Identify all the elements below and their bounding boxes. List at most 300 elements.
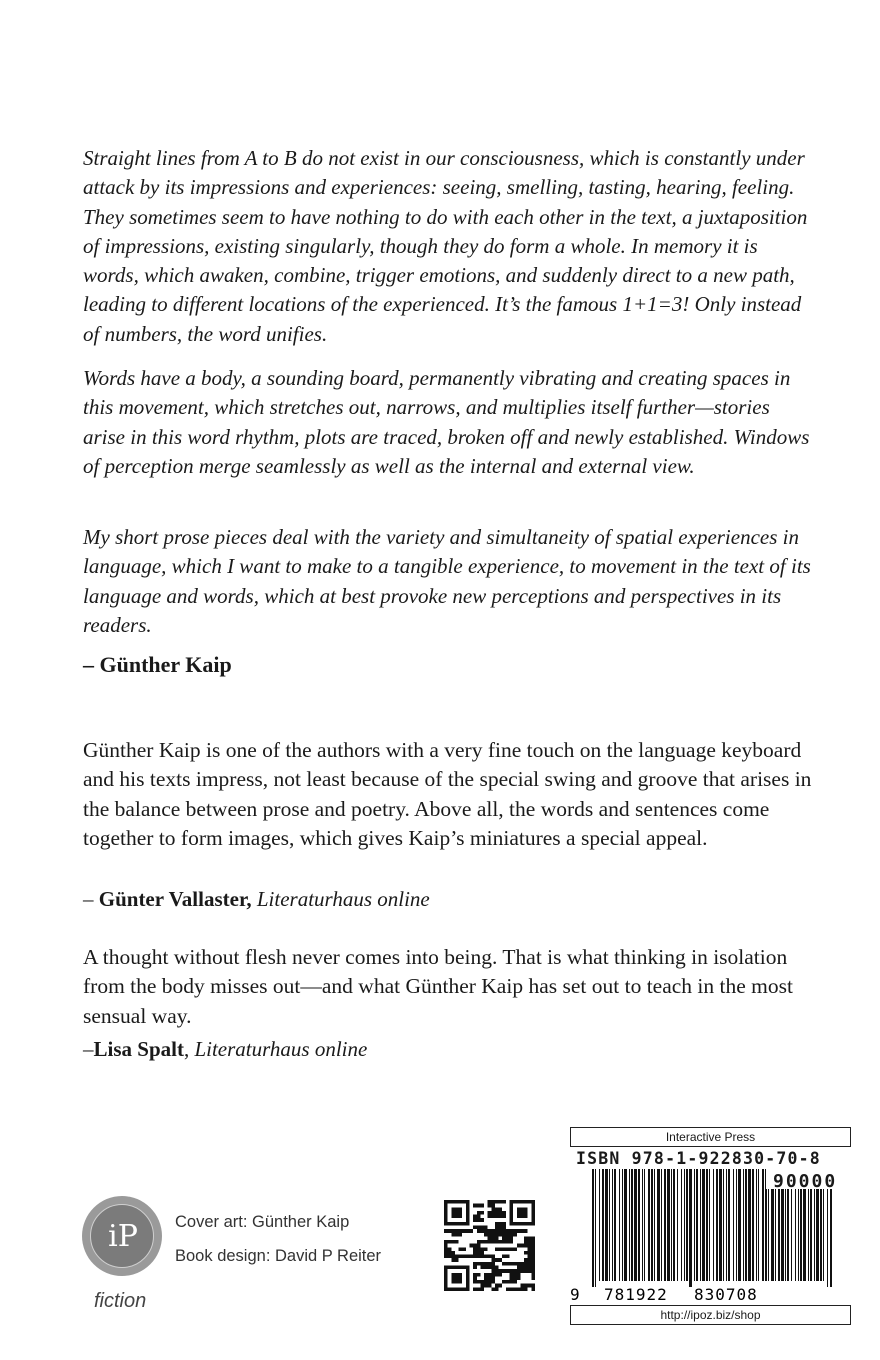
shop-url: http://ipoz.biz/shop [570, 1305, 851, 1325]
qr-module [466, 1280, 470, 1284]
review-2-source: Literaturhaus online [194, 1037, 368, 1061]
qr-module [510, 1236, 514, 1240]
qr-module [444, 1229, 448, 1233]
barcode-bar [752, 1169, 754, 1281]
qr-module [488, 1255, 492, 1259]
book-design-credit: Book design: David P Reiter [175, 1247, 382, 1265]
qr-module [510, 1269, 514, 1273]
review-2-separator: , [183, 1037, 195, 1061]
qr-module [513, 1229, 517, 1233]
qr-module [506, 1233, 510, 1237]
qr-module [462, 1247, 466, 1251]
qr-module [531, 1207, 535, 1211]
publisher-logo-letters: iP [108, 1219, 138, 1254]
qr-module [524, 1269, 528, 1273]
barcode-bar [689, 1169, 692, 1287]
qr-module [451, 1266, 455, 1270]
qr-module [495, 1233, 499, 1237]
price-code: 90000 [773, 1171, 838, 1192]
barcode-bar [728, 1169, 730, 1281]
qr-module [444, 1276, 448, 1280]
qr-module [502, 1229, 506, 1233]
qr-module [484, 1273, 488, 1277]
qr-module [459, 1273, 463, 1277]
qr-module [455, 1266, 459, 1270]
qr-module [528, 1262, 532, 1266]
barcode-bar [748, 1169, 751, 1281]
qr-module [520, 1266, 524, 1270]
qr-module [444, 1240, 448, 1244]
barcode-bar [671, 1169, 672, 1281]
qr-module [495, 1266, 499, 1270]
qr-module [477, 1255, 481, 1259]
qr-module [444, 1244, 448, 1248]
qr-module [466, 1222, 470, 1226]
qr-module [477, 1240, 481, 1244]
qr-module [448, 1222, 452, 1226]
qr-module [466, 1215, 470, 1219]
qr-module [495, 1215, 499, 1219]
qr-module [459, 1287, 463, 1291]
qr-module [451, 1287, 455, 1291]
qr-module [531, 1215, 535, 1219]
barcode-bar [706, 1169, 708, 1281]
qr-module [466, 1218, 470, 1222]
qr-module [448, 1251, 452, 1255]
qr-module [480, 1280, 484, 1284]
qr-module [477, 1273, 481, 1277]
qr-module [517, 1207, 521, 1211]
qr-module [499, 1233, 503, 1237]
qr-module [517, 1244, 521, 1248]
qr-module [488, 1233, 492, 1237]
barcode-bar [673, 1169, 675, 1281]
qr-module [473, 1276, 477, 1280]
review-2-text: A thought without flesh never comes into being. That is what thinking in isolation from the body misses out—and what Günther Kaip has set out to teach in the most sensual way. [83, 945, 793, 1028]
qr-module [524, 1251, 528, 1255]
qr-module [499, 1269, 503, 1273]
qr-module [444, 1251, 448, 1255]
review-1-dash: – [83, 887, 99, 911]
qr-module [455, 1287, 459, 1291]
qr-module [502, 1262, 506, 1266]
qr-module [510, 1229, 514, 1233]
qr-module [473, 1273, 477, 1277]
qr-module [502, 1233, 506, 1237]
qr-module [506, 1255, 510, 1259]
qr-module [488, 1262, 492, 1266]
qr-module [455, 1229, 459, 1233]
review-1-source: Literaturhaus online [256, 887, 430, 911]
qr-module [506, 1287, 510, 1291]
barcode-bar [713, 1169, 714, 1281]
qr-module [488, 1280, 492, 1284]
qr-module [488, 1229, 492, 1233]
barcode-bar [622, 1169, 623, 1281]
qr-module [484, 1233, 488, 1237]
qr-module [459, 1247, 463, 1251]
qr-module [531, 1236, 535, 1240]
qr-module [477, 1225, 481, 1229]
qr-module [480, 1284, 484, 1288]
qr-module [502, 1225, 506, 1229]
qr-module [462, 1266, 466, 1270]
qr-module [524, 1215, 528, 1219]
qr-module [477, 1204, 481, 1208]
qr-module [473, 1247, 477, 1251]
barcode-bar [629, 1169, 630, 1281]
barcode-bar [762, 1169, 764, 1281]
qr-module [502, 1255, 506, 1259]
barcode-bar [733, 1169, 734, 1281]
qr-module [466, 1287, 470, 1291]
qr-module [466, 1266, 470, 1270]
qr-module [444, 1266, 448, 1270]
qr-module [451, 1255, 455, 1259]
qr-module [499, 1200, 503, 1204]
qr-module [444, 1211, 448, 1215]
barcode-bar [648, 1169, 650, 1281]
qr-module [528, 1222, 532, 1226]
qr-module [466, 1211, 470, 1215]
qr-module [444, 1207, 448, 1211]
qr-module [484, 1247, 488, 1251]
qr-module [451, 1211, 455, 1215]
qr-module [520, 1229, 524, 1233]
qr-module [513, 1287, 517, 1291]
qr-module [531, 1204, 535, 1208]
qr-module [462, 1287, 466, 1291]
qr-module [488, 1276, 492, 1280]
qr-module [524, 1258, 528, 1262]
qr-module [491, 1211, 495, 1215]
qr-module [495, 1284, 499, 1288]
qr-module [455, 1211, 459, 1215]
barcode-bar [681, 1169, 682, 1281]
review-1-text: Günther Kaip is one of the authors with a very fine touch on the language keyboard and his texts impress, not least because of the special swing and groove that arises in the balance between prose and poetry. Above all, the words and sentences come together to form images, which gives Kaip’s miniatures a special appeal. [83, 738, 812, 850]
qr-module [455, 1273, 459, 1277]
barcode-bar [664, 1169, 666, 1281]
qr-module [451, 1251, 455, 1255]
review-2-dash: – [83, 1037, 94, 1061]
qr-module [488, 1284, 492, 1288]
qr-module [531, 1255, 535, 1259]
qr-module [513, 1200, 517, 1204]
qr-module [491, 1266, 495, 1270]
barcode-bar [758, 1169, 759, 1281]
qr-module [451, 1229, 455, 1233]
qr-module [451, 1215, 455, 1219]
qr-module [510, 1247, 514, 1251]
qr-module [531, 1287, 535, 1291]
barcode-bar [694, 1169, 695, 1281]
qr-module [480, 1247, 484, 1251]
qr-module [459, 1266, 463, 1270]
qr-module [528, 1247, 532, 1251]
qr-module [469, 1244, 473, 1248]
qr-module [513, 1273, 517, 1277]
barcode-bar [605, 1169, 608, 1281]
qr-module [473, 1266, 477, 1270]
qr-module [510, 1215, 514, 1219]
qr-module [473, 1218, 477, 1222]
ean-left-digits: 781922 [604, 1285, 668, 1303]
qr-module [524, 1236, 528, 1240]
qr-module [531, 1269, 535, 1273]
blurb-paragraph-3: My short prose pieces deal with the variety and simultaneity of spatial experiences in language, which I want to make to a tangible experience, to movement in the text of its language and words, which at best provoke new perceptions and perspectives in its readers. [83, 525, 811, 637]
barcode-bar [644, 1169, 645, 1281]
barcode-bar [595, 1169, 596, 1287]
qr-module [520, 1215, 524, 1219]
qr-module [459, 1229, 463, 1233]
qr-module [473, 1255, 477, 1259]
qr-module [491, 1255, 495, 1259]
qr-module [455, 1240, 459, 1244]
barcode-bar [651, 1169, 653, 1281]
publisher-logo-inner [90, 1204, 154, 1268]
qr-module [473, 1251, 477, 1255]
qr-module [520, 1211, 524, 1215]
qr-module [455, 1200, 459, 1204]
qr-module [499, 1211, 503, 1215]
barcode-bar [609, 1169, 610, 1281]
qr-module [448, 1200, 452, 1204]
qr-module [491, 1236, 495, 1240]
qr-module [513, 1269, 517, 1273]
barcode-bar [684, 1169, 685, 1281]
qr-module [495, 1240, 499, 1244]
barcode-bar [602, 1169, 604, 1281]
qr-module [477, 1215, 481, 1219]
qr-module [513, 1247, 517, 1251]
qr-module [480, 1240, 484, 1244]
qr-module [451, 1222, 455, 1226]
blurb-paragraph-2: Words have a body, a sounding board, permanently vibrating and creating spaces in this movement, which stretches out, narrows, and multiplies itself further—stories arise in this word rhythm, plots are traced, broken off and newly established. Windows of perception merge seamlessly as well as the internal and external view. [83, 366, 810, 478]
qr-module [502, 1236, 506, 1240]
qr-module [495, 1287, 499, 1291]
qr-module [444, 1284, 448, 1288]
qr-module [502, 1280, 506, 1284]
qr-module [444, 1222, 448, 1226]
qr-module [466, 1200, 470, 1204]
qr-module [477, 1244, 481, 1248]
qr-module [524, 1262, 528, 1266]
review-1-credit [83, 887, 430, 912]
qr-module [448, 1266, 452, 1270]
qr-module [531, 1258, 535, 1262]
qr-module [491, 1287, 495, 1291]
qr-module [444, 1280, 448, 1284]
qr-module [513, 1222, 517, 1226]
qr-module [528, 1236, 532, 1240]
qr-module [491, 1280, 495, 1284]
qr-module [524, 1222, 528, 1226]
qr-module [506, 1236, 510, 1240]
qr-module [495, 1200, 499, 1204]
qr-module [466, 1255, 470, 1259]
qr-module [480, 1287, 484, 1291]
qr-module [451, 1240, 455, 1244]
qr-module [502, 1240, 506, 1244]
qr-module [531, 1273, 535, 1277]
qr-module [510, 1211, 514, 1215]
qr-module [480, 1251, 484, 1255]
qr-module [513, 1280, 517, 1284]
qr-module [495, 1229, 499, 1233]
qr-module [520, 1207, 524, 1211]
qr-module [520, 1222, 524, 1226]
qr-module [455, 1207, 459, 1211]
qr-module [480, 1218, 484, 1222]
qr-module [484, 1229, 488, 1233]
qr-module [448, 1287, 452, 1291]
qr-module [499, 1284, 503, 1288]
qr-module [462, 1229, 466, 1233]
qr-module [459, 1276, 463, 1280]
qr-module [459, 1222, 463, 1226]
qr-module [477, 1251, 481, 1255]
qr-module [484, 1284, 488, 1288]
qr-module [517, 1266, 521, 1270]
qr-module [495, 1207, 499, 1211]
qr-module [528, 1255, 532, 1259]
qr-module [477, 1287, 481, 1291]
qr-module [484, 1240, 488, 1244]
qr-module [520, 1269, 524, 1273]
barcode-bar [592, 1169, 594, 1287]
qr-module [477, 1247, 481, 1251]
qr-module [517, 1200, 521, 1204]
qr-module [488, 1204, 492, 1208]
barcode-bar [638, 1169, 640, 1281]
qr-module [491, 1269, 495, 1273]
qr-module [517, 1222, 521, 1226]
qr-module [531, 1222, 535, 1226]
barcode-bar [726, 1169, 727, 1281]
qr-module [466, 1269, 470, 1273]
qr-module [531, 1240, 535, 1244]
qr-module [477, 1211, 481, 1215]
qr-module [510, 1233, 514, 1237]
barcode-bar [661, 1169, 662, 1281]
barcode-bar [709, 1169, 710, 1281]
qr-module [477, 1262, 481, 1266]
qr-module [444, 1215, 448, 1219]
barcode-bar [686, 1169, 688, 1281]
qr-module [520, 1200, 524, 1204]
qr-module [480, 1211, 484, 1215]
qr-module [510, 1218, 514, 1222]
qr-module [491, 1207, 495, 1211]
qr-module [488, 1211, 492, 1215]
qr-module [520, 1244, 524, 1248]
qr-module [484, 1255, 488, 1259]
barcode-bar [696, 1169, 698, 1281]
qr-module [444, 1204, 448, 1208]
qr-module [502, 1247, 506, 1251]
qr-module [528, 1266, 532, 1270]
qr-module [473, 1244, 477, 1248]
qr-module [459, 1215, 463, 1219]
author-signature: – Günther Kaip [83, 652, 232, 677]
qr-module [506, 1262, 510, 1266]
qr-module [488, 1200, 492, 1204]
qr-module [502, 1269, 506, 1273]
qr-module [491, 1262, 495, 1266]
barcode-bar [719, 1169, 722, 1281]
qr-module [502, 1200, 506, 1204]
qr-module [491, 1204, 495, 1208]
qr-module [459, 1211, 463, 1215]
qr-module [480, 1255, 484, 1259]
qr-module [448, 1240, 452, 1244]
qr-module [480, 1262, 484, 1266]
qr-module [491, 1200, 495, 1204]
qr-module [528, 1200, 532, 1204]
qr-module [517, 1287, 521, 1291]
barcode-bar [657, 1169, 660, 1281]
qr-module [502, 1222, 506, 1226]
qr-module [451, 1258, 455, 1262]
qr-module [495, 1269, 499, 1273]
barcode-bar [756, 1169, 757, 1281]
qr-module [499, 1240, 503, 1244]
barcode-bar [743, 1169, 744, 1281]
qr-module [524, 1287, 528, 1291]
qr-module [444, 1200, 448, 1204]
qr-module [459, 1280, 463, 1284]
qr-module [499, 1258, 503, 1262]
qr-module [520, 1262, 524, 1266]
qr-module [510, 1200, 514, 1204]
qr-module [451, 1207, 455, 1211]
qr-module [528, 1244, 532, 1248]
qr-module [513, 1276, 517, 1280]
qr-module [495, 1211, 499, 1215]
qr-module [459, 1207, 463, 1211]
qr-module [469, 1255, 473, 1259]
qr-module [484, 1280, 488, 1284]
qr-module [528, 1251, 532, 1255]
qr-module [528, 1240, 532, 1244]
qr-module [531, 1247, 535, 1251]
qr-module [477, 1218, 481, 1222]
qr-module [484, 1266, 488, 1270]
qr-module [517, 1215, 521, 1219]
qr-module [451, 1273, 455, 1277]
publisher-logo [82, 1196, 162, 1276]
qr-module [524, 1266, 528, 1270]
qr-module [488, 1266, 492, 1270]
qr-module [524, 1200, 528, 1204]
barcode-bar [667, 1169, 670, 1281]
qr-module [531, 1251, 535, 1255]
qr-module [531, 1284, 535, 1288]
barcode-bar [619, 1169, 620, 1281]
qr-module [480, 1266, 484, 1270]
barcode-bar [599, 1169, 600, 1281]
qr-module [451, 1280, 455, 1284]
qr-module [495, 1225, 499, 1229]
qr-code [444, 1200, 535, 1291]
qr-module [455, 1280, 459, 1284]
review-2-credit [83, 1037, 367, 1062]
barcode-bar [614, 1169, 616, 1281]
barcode-bar [631, 1169, 633, 1281]
blurb-paragraph-1: Straight lines from A to B do not exist in our consciousness, which is constantly under attack by its impressions and experiences: seeing, smelling, tasting, hearing, feeling. They sometimes seem to have nothing to do with each other in the text, a juxtaposition of impressions, existing singularly, though they do form a whole. In memory it is words, which awaken, combine, trigger emotions, and suddenly direct to a new path, leading to different locations of the experienced. It’s the famous 1+1=3! Only instead of numbers, the word unifies. [83, 146, 808, 346]
qr-module [528, 1284, 532, 1288]
qr-module [517, 1269, 521, 1273]
